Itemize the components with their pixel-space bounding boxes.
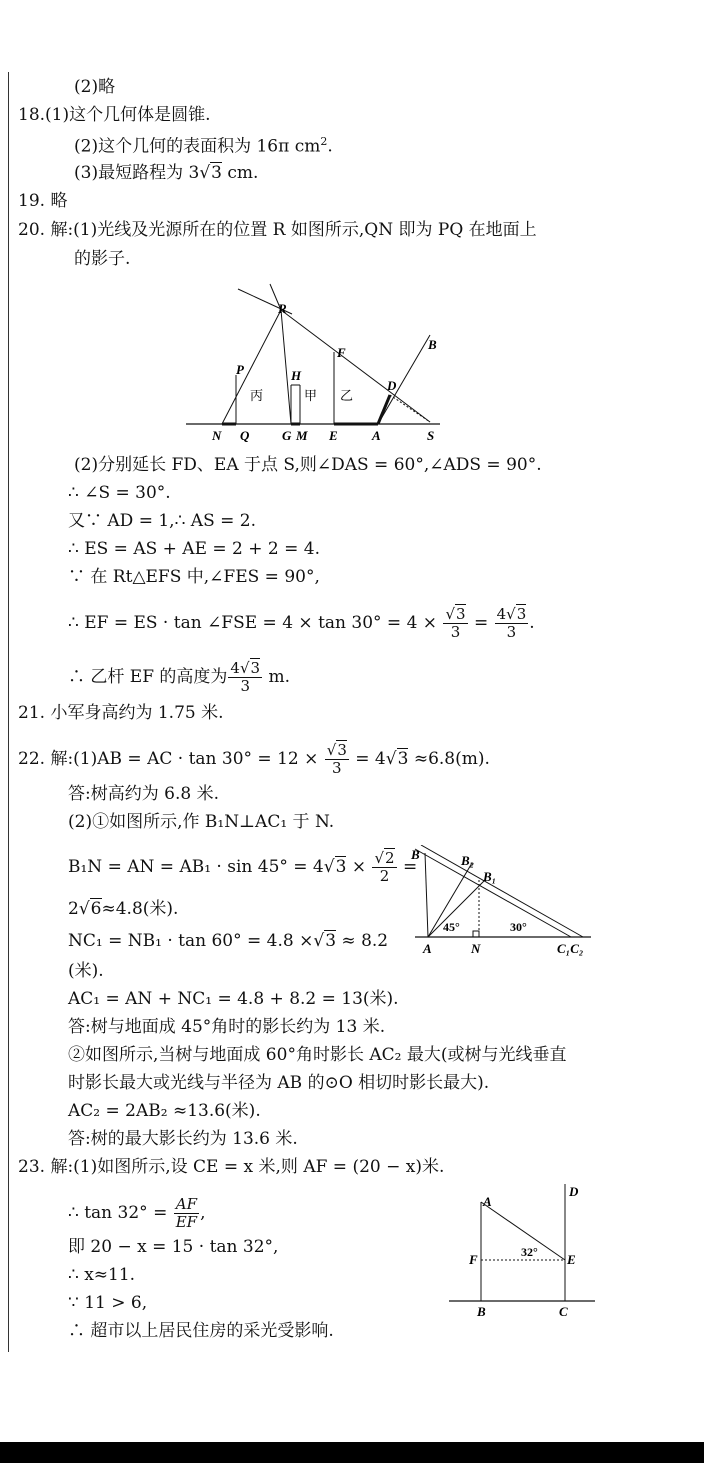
label-S: S [427, 428, 435, 443]
label-F: F [337, 345, 346, 360]
denominator: 3 [506, 623, 517, 641]
label-N: N [212, 428, 222, 443]
label-P: P [236, 362, 244, 377]
label-B1: B₁ [483, 869, 497, 884]
label-N: N [471, 941, 481, 956]
text-span: (3)最短路程为 3 [74, 163, 200, 183]
text-line: 即 20 − x = 15 · tan 32°, [68, 1237, 279, 1257]
text-line: ∴ 超市以上居民住房的采光受影响. [68, 1321, 334, 1341]
label-B: B [428, 337, 437, 352]
text-span: cm. [221, 163, 259, 183]
label-B: B [477, 1304, 486, 1319]
text-span: × [346, 857, 367, 877]
text-line: (3)最短路程为 3√3 cm. [74, 163, 259, 183]
label-A: A [483, 1194, 492, 1209]
label-E: E [567, 1252, 576, 1267]
label-R: R [278, 301, 287, 316]
shadow-diagram-1 [180, 280, 460, 445]
bottom-black-bar [0, 1442, 704, 1463]
text-line: 23. 解:(1)如图所示,设 CE = x 米,则 AF = (20 − x)米. [18, 1157, 445, 1177]
text-line [74, 131, 333, 158]
text-span: NC₁ = NB₁ · tan 60° = 4.8 × [68, 931, 314, 951]
coefficient: 4 [496, 605, 507, 623]
text-span: . [529, 613, 535, 633]
radicand: 3 [325, 931, 337, 951]
denominator: EF [175, 1213, 198, 1231]
text-span: . [327, 136, 333, 157]
text-line: NC₁ = NB₁ · tan 60° = 4.8 ×√3 ≈ 8.2 [68, 931, 389, 951]
text-line: ②如图所示,当树与地面成 60°角时影长 AC₂ 最大(或树与光线垂直 [68, 1045, 567, 1065]
text-line: ∴ ∠S = 30°. [68, 483, 171, 503]
radicand: 3 [250, 659, 261, 677]
text-line: 21. 小军身高约为 1.75 米. [18, 703, 224, 723]
text-line: (2)①如图所示,作 B₁N⊥AC₁ 于 N. [68, 812, 335, 832]
text-span: , [200, 1203, 206, 1223]
label-H: H [291, 368, 302, 383]
text-line: AC₂ = 2AB₂ ≈13.6(米). [68, 1101, 261, 1121]
text-line: 18.(1)这个几何体是圆锥. [18, 105, 211, 125]
text-line: ∵ 11 > 6, [68, 1293, 148, 1313]
text-line: ∴ ES = AS + AE = 2 + 2 = 4. [68, 539, 320, 559]
text-span: ≈6.8(m). [408, 749, 490, 769]
text-span: 2 [68, 899, 79, 919]
text-span: ≈ 8.2 [336, 931, 389, 951]
text-span: m. [263, 667, 291, 687]
denominator: 3 [450, 623, 461, 641]
text-span: ≈4.8(米). [101, 899, 179, 919]
label-D: D [569, 1184, 579, 1199]
fraction-sqrt3-over-3: $\frac{√3}{3}$ [445, 605, 466, 641]
text-line: 19. 略 [18, 191, 68, 211]
text-line: AC₁ = AN + NC₁ = 4.8 + 8.2 = 13(米). [68, 989, 399, 1009]
text-line [68, 660, 290, 695]
label-B2: B₂ [461, 853, 475, 868]
angle-45: 45° [443, 920, 460, 934]
radicand: 3 [456, 605, 466, 623]
label-M: M [296, 428, 308, 443]
text-line: 的影子. [74, 249, 131, 269]
angle-30: 30° [510, 920, 527, 934]
text-line: (2)略 [74, 77, 116, 97]
label-E: E [329, 428, 338, 443]
text-line: 又∵ AD = 1,∴ AS = 2. [68, 511, 256, 531]
label-yi: 乙 [340, 388, 354, 403]
fraction-sqrt3-over-3: $\frac{√3}{3}$ [326, 741, 347, 777]
text-span: = 4 [355, 749, 386, 769]
coefficient: 4 [230, 659, 240, 677]
fraction-sqrt2-over-2: $\frac{√2}{2}$ [374, 849, 395, 885]
text-span: 22. 解:(1)AB = AC · tan 30° = 12 × [18, 749, 319, 769]
label-A: A [423, 941, 432, 956]
tree-shadow-diagram [405, 845, 605, 960]
denominator: 3 [240, 677, 251, 695]
label-G: G [282, 428, 292, 443]
numerator: AF [174, 1196, 199, 1214]
text-span: = [397, 857, 418, 877]
text-line: (2)分别延长 FD、EA 于点 S,则∠DAS = 60°,∠ADS = 90°. [74, 455, 542, 475]
label-jia: 甲 [304, 388, 318, 403]
label-D: D [387, 378, 397, 393]
text-line: 22. 解:(1)AB = AC · tan 30° = 12 × $\frac{√3}{3}$ = 4√3 ≈6.8(m). [18, 741, 490, 777]
label-Q: Q [240, 428, 250, 443]
text-span: = [473, 613, 489, 633]
label-C: C [559, 1304, 568, 1319]
text-span: ∴ EF = ES · tan ∠FSE = 4 × tan 30° = 4 × [68, 613, 438, 633]
text-line: (米). [68, 961, 104, 981]
text-line [68, 1196, 206, 1231]
radicand: 3 [397, 749, 409, 769]
radicand: 3 [337, 741, 347, 759]
label-B: B [411, 847, 420, 862]
superscript: 2 [320, 135, 328, 148]
fraction-4sqrt3-over-3: $\frac{4√3}{3}$ [230, 659, 261, 695]
fraction-4sqrt3-over-3: $\frac{4√3}{3}$ [496, 605, 527, 641]
margin-rule [8, 72, 9, 1352]
text-span: B₁N = AN = AB₁ · sin 45° = 4 [68, 857, 324, 877]
text-line: B₁N = AN = AB₁ · sin 45° = 4√3 × $\frac{√2}{2}$ = [68, 849, 418, 885]
text-line: 时影长最大或光线与半径为 AB 的⊙O 相切时影长最大). [68, 1073, 490, 1093]
angle-32: 32° [521, 1245, 538, 1259]
text-span: ∴ tan 32° = [68, 1203, 168, 1223]
text-line: 答:树与地面成 45°角时的影长约为 13 米. [68, 1017, 386, 1037]
denominator: 2 [379, 867, 390, 885]
text-span: ∴ 乙杆 EF 的高度为 [68, 667, 228, 687]
text-line: ∴ x≈11. [68, 1265, 136, 1285]
text-line: 20. 解:(1)光线及光源所在的位置 R 如图所示,QN 即为 PQ 在地面上 [18, 220, 537, 240]
building-diagram [445, 1180, 605, 1320]
text-span: (2)这个几何的表面积为 16π cm [74, 136, 321, 157]
radicand: 3 [211, 163, 222, 183]
radicand: 2 [385, 849, 395, 867]
text-line: ∵ 在 Rt△EFS 中,∠FES = 90°, [68, 567, 320, 587]
denominator: 3 [332, 759, 342, 777]
fraction-af-over-ef [174, 1196, 199, 1231]
radicand: 3 [516, 605, 527, 623]
label-C1C2: C₁C₂ [557, 941, 584, 956]
radicand: 3 [335, 857, 347, 877]
text-line: 2√6≈4.8(米). [68, 899, 179, 919]
text-line: 答:树的最大影长约为 13.6 米. [68, 1129, 298, 1149]
text-line: 答:树高约为 6.8 米. [68, 784, 219, 804]
label-F: F [469, 1252, 478, 1267]
text-line [68, 606, 535, 641]
radicand: 6 [90, 899, 102, 919]
label-bing: 丙 [250, 388, 264, 403]
label-A: A [372, 428, 381, 443]
